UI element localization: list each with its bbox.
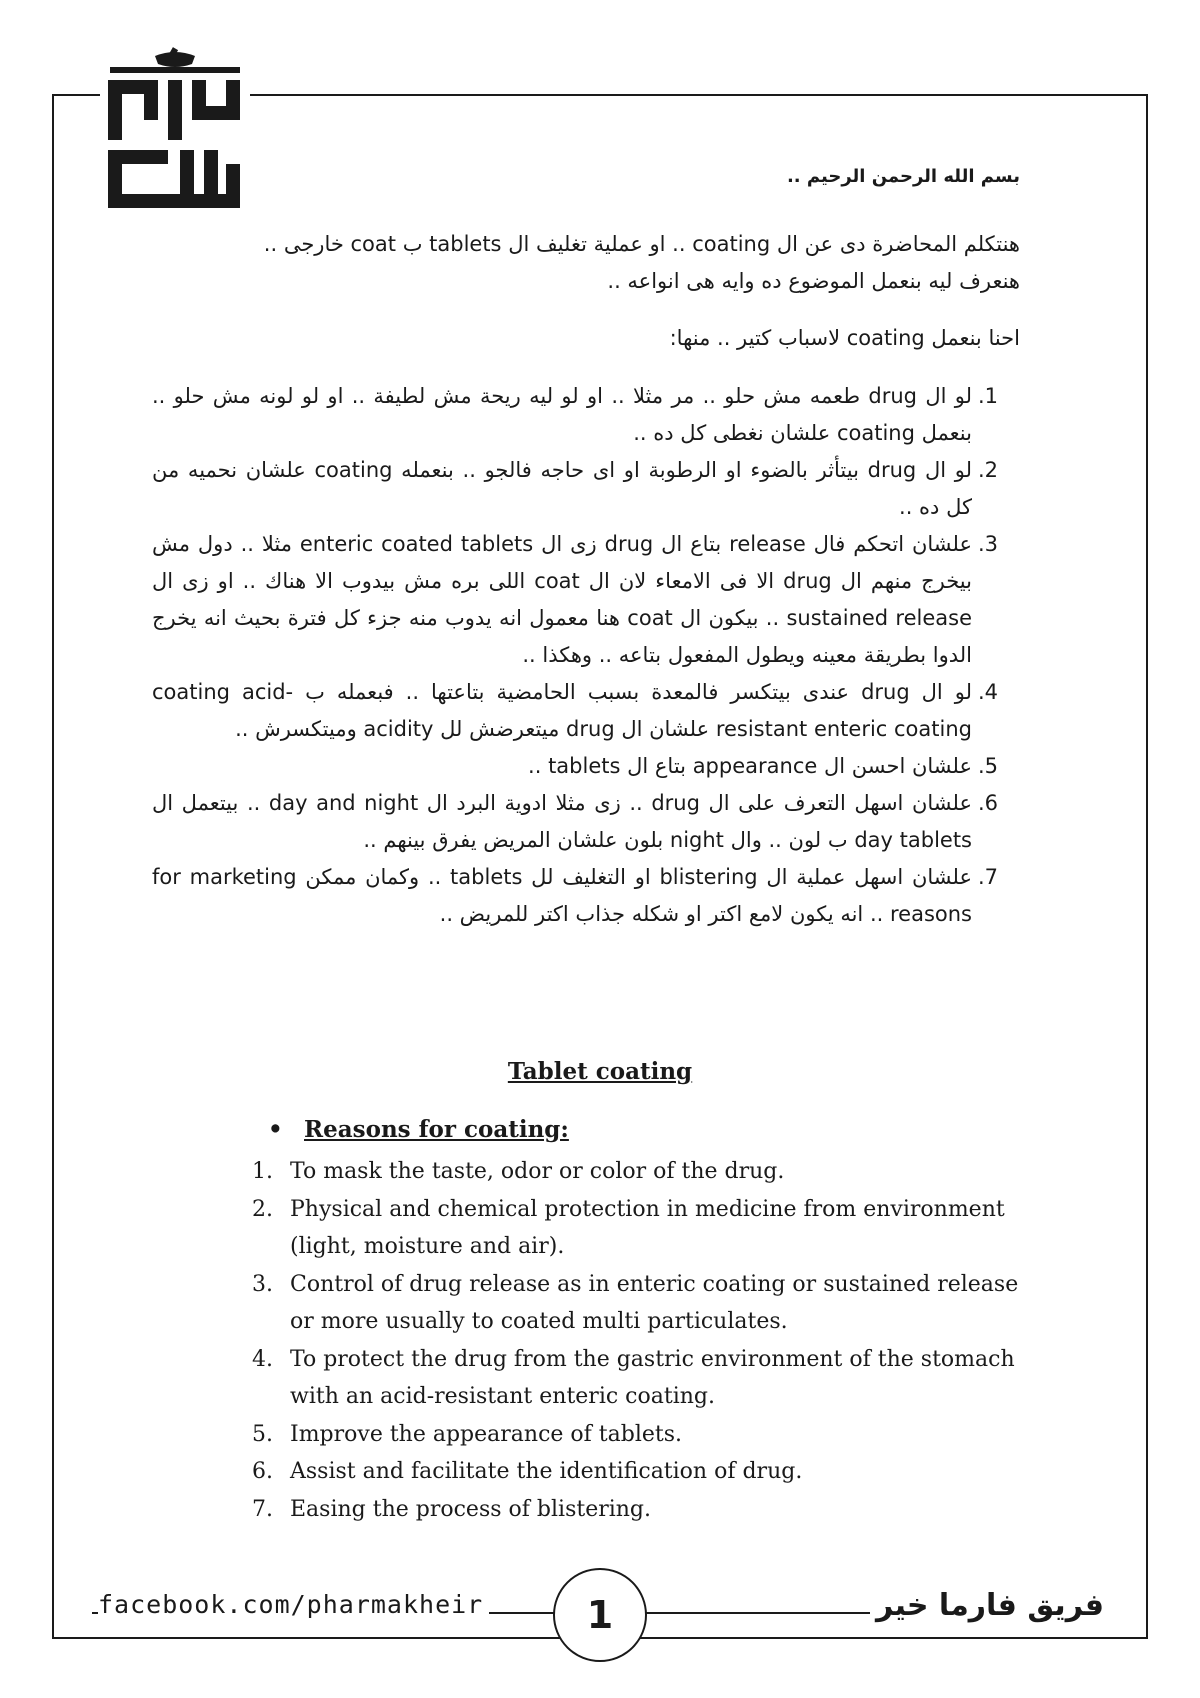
- list-item: 3. Control of drug release as in enteric coating or sustained release or more usually to coated multi particulates.: [252, 1271, 1019, 1334]
- bullet-icon: •: [268, 1116, 283, 1143]
- list-item: 7. Easing the process of blistering.: [252, 1496, 652, 1522]
- list-item: .1 لو ال drug طعمه مش حلو .. مر مثلا .. او لو ليه ريحة مش لطيفة .. او لو لونه مش حلو .. بنعمل coating علشان نغطى كل ده ..: [152, 384, 999, 445]
- arabic-reasons-list: [152, 378, 999, 933]
- list-item: .3 علشان اتحكم فال release بتاع ال drug زى ال enteric coated tablets مثلا .. دول مش بيخرج منهم ال drug الا فى الامعاء لان ال coat اللى بره مش بيدوب الا هناك .. او زى ال sustained release .. بيكون ال coat هنا معمول انه يدوب منه جزء كل فترة بحيث انه يخرج الدوا بطريقة معينه ويطول المفعول بتاعه .. وهكذا ..: [152, 532, 999, 667]
- mortar-pestle-logo-icon: [100, 46, 250, 211]
- list-item: 2. Physical and chemical protection in medicine from environment (light, moisture and air).: [252, 1196, 1005, 1259]
- list-item: .2 لو ال drug بيتأثر بالضوء او الرطوبة او اى حاجه فالجو .. بنعمله coating علشان نحميه من كل ده ..: [152, 458, 999, 519]
- arabic-reasons-intro: احنا بنعمل coating لاسباب كتير .. منها:: [669, 326, 1020, 350]
- english-reasons-list: [252, 1153, 1022, 1528]
- list-item: 5. Improve the appearance of tablets.: [252, 1421, 683, 1447]
- footer-facebook-link[interactable]: facebook.com/pharmakheir: [98, 1590, 489, 1619]
- intro-line: هنعرف ليه بنعمل الموضوع ده وايه هى انواعه ..: [607, 269, 1020, 293]
- page-number: 1: [553, 1568, 647, 1662]
- list-item: 6. Assist and facilitate the identification of drug.: [252, 1459, 803, 1484]
- basmala-heading: بسم الله الرحمن الرحيم ..: [786, 166, 1020, 187]
- list-item: .6 علشان اسهل التعرف على ال drug .. زى مثلا ادوية البرد ال day and night .. بيتعمل ال day tablets ب لون .. وال night بلون علشان المريض يفرق بينهم ..: [152, 791, 999, 852]
- pharma-kheir-logo: [100, 46, 250, 211]
- footer-team-name: فريق فارما خير: [870, 1588, 1104, 1623]
- intro-line: هنتكلم المحاضرة دى عن ال coating .. او عملية تغليف ال tablets ب coat خارجى ..: [263, 232, 1020, 256]
- list-item: .5 علشان احسن ال appearance بتاع ال tablets ..: [528, 754, 999, 778]
- list-item: 4. To protect the drug from the gastric environment of the stomach with an acid-resistant enteric coating.: [252, 1346, 1015, 1409]
- list-item: .4 لو ال drug عندى بيتكسر فالمعدة بسبب الحامضية بتاعتها .. فبعمله ب coating acid-resistant enteric coating علشان ال drug ميتعرضش لل acidity وميتكسرش ..: [152, 680, 999, 741]
- section-subtitle: • Reasons for coating:: [268, 1116, 569, 1143]
- arabic-intro-paragraph: [160, 226, 1020, 300]
- list-item: 1. To mask the taste, odor or color of the drug.: [252, 1159, 785, 1184]
- list-item: .7 علشان اسهل عملية ال blistering او التغليف لل tablets .. وكمان ممكن for marketing reasons .. انه يكون لامع اكتر او شكله جذاب اكتر للمريض ..: [152, 865, 999, 926]
- section-title: Tablet coating: [507, 1058, 693, 1085]
